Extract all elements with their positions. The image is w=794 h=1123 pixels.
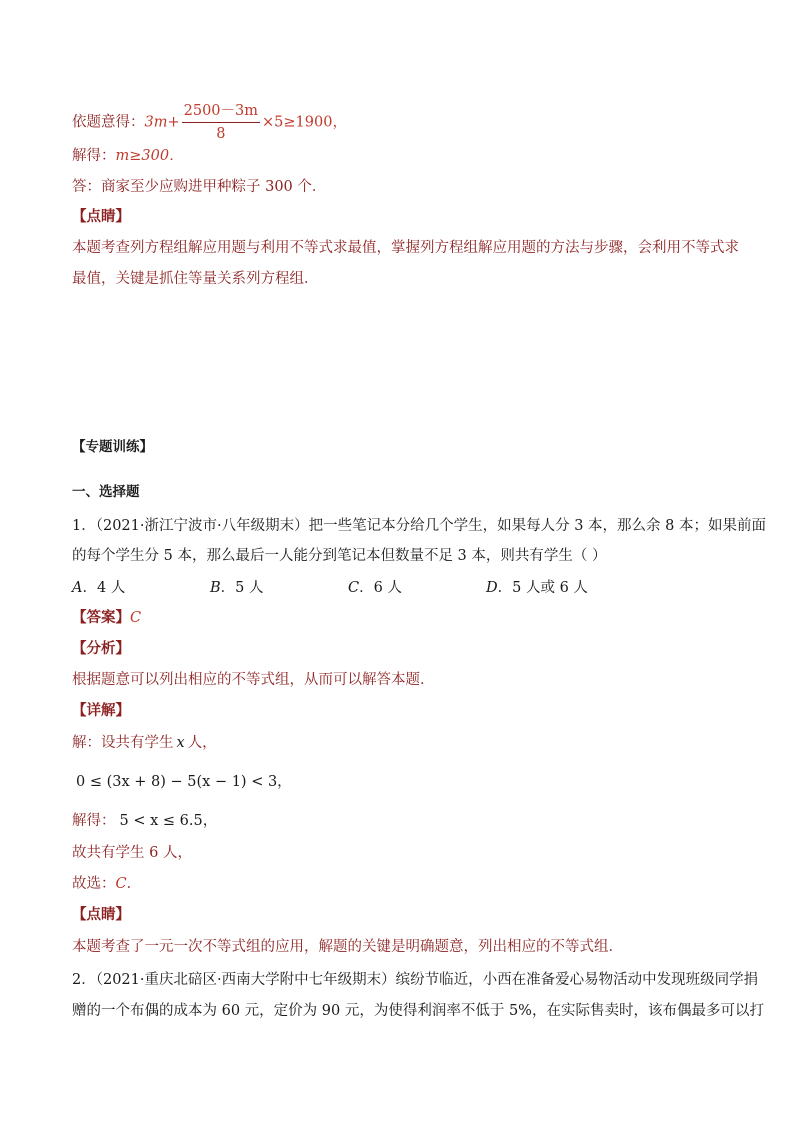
analysis-text: 根据题意可以列出相应的不等式组，从而可以解答本题． (72, 672, 435, 688)
choice-heading: 一、选择题 (72, 484, 140, 500)
question2-text-line1: 2．（2021·重庆北碚区·西南大学附中七年级期末）缤纷节临近，小西在准备爱心易物活动中发现班级同学捐 (72, 972, 759, 988)
answer-label: 【答案】 (72, 609, 130, 626)
solve-line-q1: 解得： 5 < x ≤ 6.5， (72, 813, 218, 829)
analysis-heading: 【分析】 (72, 640, 130, 657)
comment-heading: 【点睛】 (72, 208, 130, 225)
solve-value-q1: 5 < x ≤ 6.5， (119, 813, 218, 829)
equation-rhs: ×5≥1900， (262, 114, 347, 131)
conclusion-line: 故共有学生 6 人， (72, 845, 192, 861)
choose-value: C (115, 876, 127, 892)
comment-text-q1: 本题考查了一元一次不等式组的应用，解题的关键是明确题意，列出相应的不等式组． (72, 939, 623, 955)
fraction-numerator: 2500－3m (182, 102, 260, 123)
question1-text-line2: 的每个学生分 5 本，那么最后一人能分到笔记本但数量不足 3 本，则共有学生（ ） (72, 548, 607, 564)
choose-line: 故选：C． (72, 876, 142, 892)
answer-line: 答：商家至少应购进甲种粽子 300 个． (72, 179, 327, 195)
solve-line (72, 146, 184, 166)
option-d: D．5 人或 6 人 (486, 580, 588, 596)
comment-text-line2: 最值，关键是抓住等量关系列方程组． (72, 271, 319, 287)
fraction (182, 102, 260, 143)
inequality-line: 0 ≤ (3x + 8) − 5(x − 1) < 3， (76, 774, 292, 790)
comment-heading-q1: 【点睛】 (72, 906, 130, 923)
detail-heading: 【详解】 (72, 702, 130, 719)
fraction-denominator: 8 (216, 126, 226, 142)
question1-options (72, 578, 624, 598)
answer-row (72, 608, 141, 628)
question1-text-line1: 1．（2021·浙江宁波市·八年级期末）把一些笔记本分给几个学生，如果每人分 3 本，那么余 8 本；如果前面 (72, 518, 766, 534)
question2-text-line2: 赠的一个布偶的成本为 60 元，定价为 90 元，为使得利润率不低于 5%，在实际售卖时，该布偶最多可以打 (72, 1003, 764, 1019)
equation-prefix: 依题意得： (72, 114, 145, 131)
training-heading: 【专题训练】 (72, 439, 153, 455)
answer-value: C (130, 610, 142, 626)
option-c: C．6 人 (348, 580, 402, 596)
solve-prefix: 解得： (72, 148, 116, 164)
detail-setup-line: 解：设共有学生 x 人， (72, 735, 217, 751)
option-a: A．4 人 (72, 580, 126, 596)
equation-lhs: 3m+ (144, 114, 180, 131)
option-b: B．5 人 (210, 580, 264, 596)
equation-line (72, 102, 347, 143)
comment-text-line1: 本题考查列方程组解应用题与利用不等式求最值，掌握列方程组解应用题的方法与步骤，会利用不等式求 (72, 240, 739, 256)
variable-x: x (176, 735, 185, 751)
solve-value: m≥300． (115, 148, 184, 164)
